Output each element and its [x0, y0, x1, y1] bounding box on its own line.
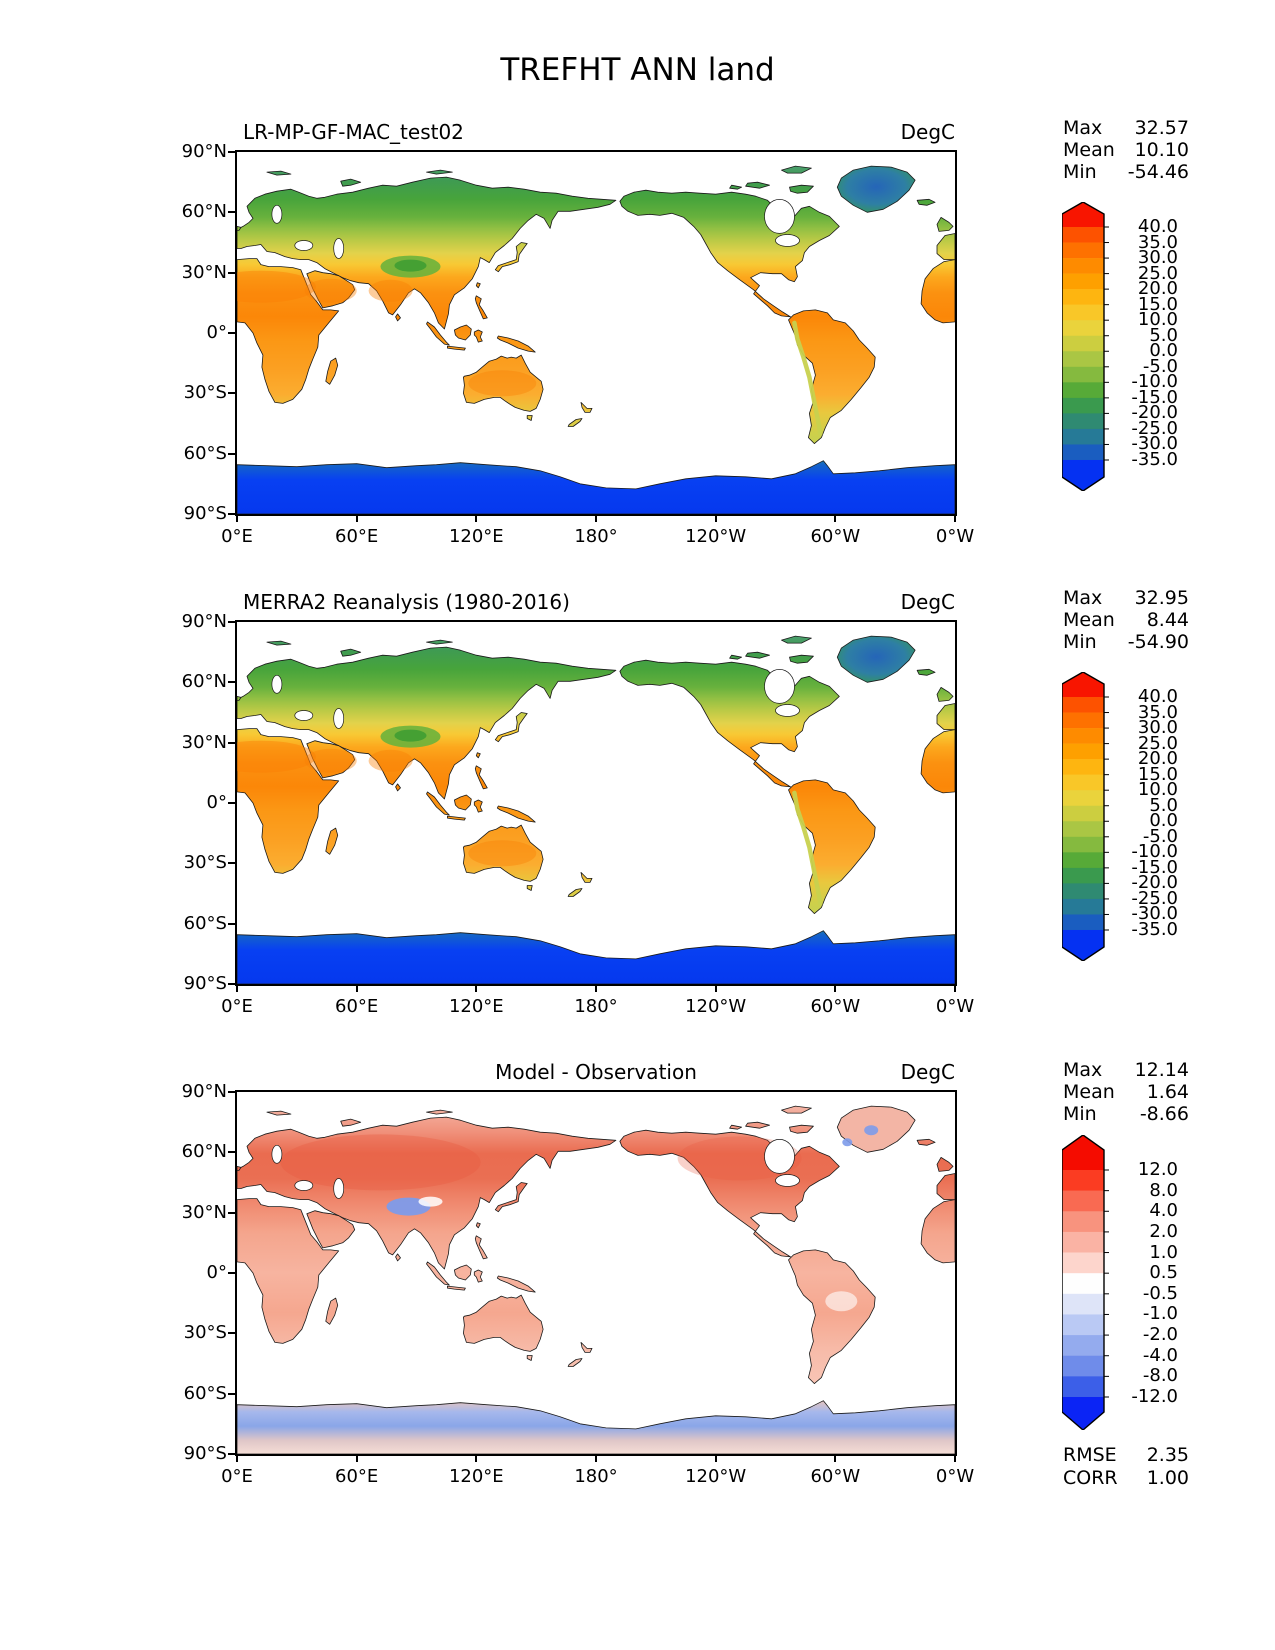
lon-tick-mark [834, 984, 836, 992]
lat-tick-label: 30°N [181, 1201, 227, 1223]
lat-tick-mark [228, 1272, 236, 1274]
lon-tick-label: 60°W [810, 1466, 861, 1487]
panel1-title: LR-MP-GF-MAC_test02 [243, 120, 464, 144]
lat-tick-mark [228, 621, 236, 623]
lat-tick-label: 90°N [181, 1081, 227, 1102]
colorbar-tick-label: 30.0 [1137, 717, 1178, 739]
panel3-units-label: DegC [900, 1060, 955, 1084]
stat-label: Mean [1063, 139, 1115, 161]
colorbar-over-arrow [1062, 1135, 1104, 1150]
stat-label: Min [1063, 1103, 1097, 1125]
panel3-metrics-block [1063, 1444, 1189, 1490]
lon-tick-mark [954, 1454, 956, 1462]
world-map-svg [237, 1092, 955, 1454]
lat-tick-label: 60°N [181, 1141, 227, 1163]
colorbar-tick-label: -20.0 [1131, 402, 1178, 424]
colorbar-tick-label: 20.0 [1137, 748, 1178, 770]
stat-value: -8.66 [1139, 1103, 1189, 1125]
colorbar-tick-label: 25.0 [1137, 262, 1178, 284]
colorbar-tick-label: 1.0 [1149, 1241, 1178, 1263]
world-map-svg [237, 152, 955, 514]
lat-tick-mark [228, 923, 236, 925]
colorbar-tick-label: 0.0 [1149, 340, 1178, 362]
lon-tick-mark [834, 514, 836, 522]
lat-tick-mark [228, 1091, 236, 1093]
lat-tick-label: 0° [206, 322, 227, 343]
colorbar-over-arrow [1062, 672, 1104, 684]
lon-tick-mark [954, 984, 956, 992]
colorbar-tick-label: -25.0 [1131, 887, 1178, 909]
lon-tick-label: 0°W [935, 1466, 975, 1487]
colorbar-tick-label: 20.0 [1137, 278, 1178, 300]
stat-value: 32.57 [1134, 117, 1189, 139]
lat-tick-mark [228, 983, 236, 985]
stat-label: Max [1063, 587, 1103, 609]
colorbar-tick-label: 5.0 [1149, 794, 1178, 816]
lon-tick-label: 0°E [221, 526, 253, 547]
stat-row [1063, 1059, 1189, 1081]
lat-tick-label: 90°S [183, 973, 227, 994]
panel2-stats-block [1063, 587, 1189, 653]
stat-row [1063, 587, 1189, 609]
stat-row [1063, 139, 1189, 161]
colorbar-tick-label: 5.0 [1149, 324, 1178, 346]
lat-tick-label: 90°N [181, 141, 227, 162]
panel1-units-label: DegC [900, 120, 955, 144]
lat-tick-mark [228, 151, 236, 153]
lon-tick-label: 120°E [448, 996, 504, 1017]
lon-tick-mark [356, 984, 358, 992]
colorbar-tick-label: -2.0 [1142, 1324, 1178, 1346]
lon-tick-label: 60°W [810, 996, 861, 1017]
lon-tick-label: 180° [574, 996, 618, 1017]
lat-tick-mark [228, 862, 236, 864]
colorbar-tick-label: 15.0 [1137, 763, 1178, 785]
colorbar-tick-label: -5.0 [1142, 825, 1178, 847]
lat-tick-label: 60°N [181, 671, 227, 693]
stat-row [1063, 1103, 1189, 1125]
colorbar-under-arrow [1062, 477, 1104, 491]
lon-tick-label: 60°E [335, 526, 379, 547]
panel1-stats-block [1063, 117, 1189, 183]
lon-tick-mark [595, 1454, 597, 1462]
colorbar-tick-label: -35.0 [1131, 448, 1178, 470]
colorbar-tick-label: -1.0 [1142, 1303, 1178, 1325]
colorbar-tick-label: -30.0 [1131, 433, 1178, 455]
stat-label: Max [1063, 1059, 1103, 1081]
lat-tick-label: 60°N [181, 201, 227, 223]
colorbar-tick-label: -5.0 [1142, 355, 1178, 377]
lat-tick-mark [228, 1212, 236, 1214]
figure-title: TREFHT ANN land [500, 52, 775, 88]
panel2-units-label: DegC [900, 590, 955, 614]
metric-value: 2.35 [1146, 1444, 1189, 1466]
stat-value: 12.14 [1134, 1059, 1189, 1081]
lat-tick-label: 30°S [183, 382, 227, 404]
colorbar-tick-label: -0.5 [1142, 1282, 1178, 1304]
lon-tick-mark [475, 984, 477, 992]
colorbar-tick-label: 4.0 [1149, 1200, 1178, 1222]
colorbar-tick-label: 35.0 [1137, 701, 1178, 723]
lat-tick-label: 0° [206, 792, 227, 813]
lon-tick-label: 120°W [685, 526, 747, 547]
colorbar-tick-label: -12.0 [1131, 1385, 1178, 1407]
lat-tick-label: 30°S [183, 1322, 227, 1344]
colorbar-tick-label: 10.0 [1137, 309, 1178, 331]
lon-tick-mark [236, 984, 238, 992]
lat-tick-mark [228, 272, 236, 274]
colorbar-tick-label: 0.0 [1149, 810, 1178, 832]
lat-tick-mark [228, 742, 236, 744]
colorbar-tick-label: -4.0 [1142, 1344, 1178, 1366]
lat-tick-mark [228, 802, 236, 804]
lon-tick-label: 0°W [935, 996, 975, 1017]
colorbar-tick-label: 10.0 [1137, 779, 1178, 801]
lat-tick-label: 30°N [181, 731, 227, 753]
colorbar-tick-label: 35.0 [1137, 231, 1178, 253]
world-map-svg [237, 622, 955, 984]
lat-tick-label: 60°S [183, 912, 227, 934]
lat-tick-label: 60°S [183, 442, 227, 464]
panel3-stats-block [1063, 1059, 1189, 1125]
lat-tick-mark [228, 1332, 236, 1334]
stat-value: -54.46 [1127, 161, 1189, 183]
lat-tick-label: 90°N [181, 611, 227, 632]
lon-tick-mark [356, 514, 358, 522]
lat-tick-mark [228, 1151, 236, 1153]
lat-tick-label: 30°S [183, 852, 227, 874]
colorbar-tick-label: 40.0 [1137, 686, 1178, 707]
panel3-title: Model - Observation [495, 1060, 697, 1084]
lon-tick-label: 0°W [935, 526, 975, 547]
stat-row [1063, 161, 1189, 183]
lat-tick-mark [228, 1453, 236, 1455]
stat-value: -54.90 [1127, 631, 1189, 653]
stat-value: 8.44 [1146, 609, 1189, 631]
lon-tick-label: 60°E [335, 1466, 379, 1487]
lon-tick-label: 120°W [685, 1466, 747, 1487]
colorbar-tick-label: 8.0 [1149, 1179, 1178, 1201]
colorbar-tick-label: 30.0 [1137, 247, 1178, 269]
lat-tick-mark [228, 513, 236, 515]
panel3-map-plot [235, 1090, 957, 1456]
lat-tick-label: 90°S [183, 1443, 227, 1464]
lon-tick-label: 180° [574, 526, 618, 547]
stat-label: Mean [1063, 609, 1115, 631]
lon-tick-label: 60°E [335, 996, 379, 1017]
stat-value: 1.64 [1146, 1081, 1189, 1103]
lon-tick-label: 120°E [448, 526, 504, 547]
stat-label: Mean [1063, 1081, 1115, 1103]
lon-tick-label: 0°E [221, 1466, 253, 1487]
colorbar-tick-label: -25.0 [1131, 417, 1178, 439]
colorbar-tick-label: 40.0 [1137, 216, 1178, 237]
lon-tick-mark [954, 514, 956, 522]
stat-label: Min [1063, 631, 1097, 653]
lon-tick-mark [595, 514, 597, 522]
metric-row [1063, 1444, 1189, 1467]
lon-tick-mark [595, 984, 597, 992]
metric-value: 1.00 [1146, 1467, 1189, 1489]
lat-tick-mark [228, 453, 236, 455]
stat-label: Min [1063, 161, 1097, 183]
colorbar-tick-label: -20.0 [1131, 872, 1178, 894]
lat-tick-mark [228, 1393, 236, 1395]
metric-row [1063, 1467, 1189, 1490]
colorbar-tick-label: -30.0 [1131, 903, 1178, 925]
stat-value: 32.95 [1134, 587, 1189, 609]
lon-tick-label: 60°W [810, 526, 861, 547]
lat-tick-label: 0° [206, 1262, 227, 1283]
colorbar-tick-label: 12.0 [1137, 1159, 1178, 1180]
stat-value: 10.10 [1134, 139, 1189, 161]
lon-tick-mark [715, 984, 717, 992]
colorbar-tick-label: 2.0 [1149, 1220, 1178, 1242]
lon-tick-mark [834, 1454, 836, 1462]
lon-tick-label: 120°E [448, 1466, 504, 1487]
lat-tick-label: 90°S [183, 503, 227, 524]
lon-tick-mark [715, 514, 717, 522]
lon-tick-mark [356, 1454, 358, 1462]
colorbar-over-arrow [1062, 202, 1104, 214]
stat-label: Max [1063, 117, 1103, 139]
stat-row [1063, 1081, 1189, 1103]
colorbar-tick-label: -10.0 [1131, 371, 1178, 393]
lat-tick-label: 60°S [183, 1382, 227, 1404]
lon-tick-mark [236, 514, 238, 522]
metric-label: RMSE [1063, 1444, 1117, 1466]
lat-tick-label: 30°N [181, 261, 227, 283]
colorbar-tick-label: 25.0 [1137, 732, 1178, 754]
colorbar-tick-label: -10.0 [1131, 841, 1178, 863]
lon-tick-mark [236, 1454, 238, 1462]
colorbar-tick-label: 0.5 [1149, 1262, 1178, 1284]
colorbar-tick-label: -15.0 [1131, 856, 1178, 878]
colorbar-under-arrow [1062, 947, 1104, 961]
colorbar-tick-label: 15.0 [1137, 293, 1178, 315]
panel1-map-plot [235, 150, 957, 516]
lon-tick-mark [475, 1454, 477, 1462]
metric-label: CORR [1063, 1467, 1118, 1489]
lat-tick-mark [228, 681, 236, 683]
lon-tick-mark [715, 1454, 717, 1462]
colorbar-tick-label: -15.0 [1131, 386, 1178, 408]
colorbar-tick-label: -35.0 [1131, 918, 1178, 940]
lat-tick-mark [228, 211, 236, 213]
lon-tick-label: 120°W [685, 996, 747, 1017]
panel2-title: MERRA2 Reanalysis (1980-2016) [243, 590, 570, 614]
lon-tick-mark [475, 514, 477, 522]
panel2-map-plot [235, 620, 957, 986]
colorbar-tick-label: -8.0 [1142, 1365, 1178, 1387]
stat-row [1063, 631, 1189, 653]
stat-row [1063, 609, 1189, 631]
lon-tick-label: 180° [574, 1466, 618, 1487]
stat-row [1063, 117, 1189, 139]
lat-tick-mark [228, 332, 236, 334]
lat-tick-mark [228, 392, 236, 394]
lon-tick-label: 0°E [221, 996, 253, 1017]
colorbar-under-arrow [1062, 1412, 1104, 1430]
